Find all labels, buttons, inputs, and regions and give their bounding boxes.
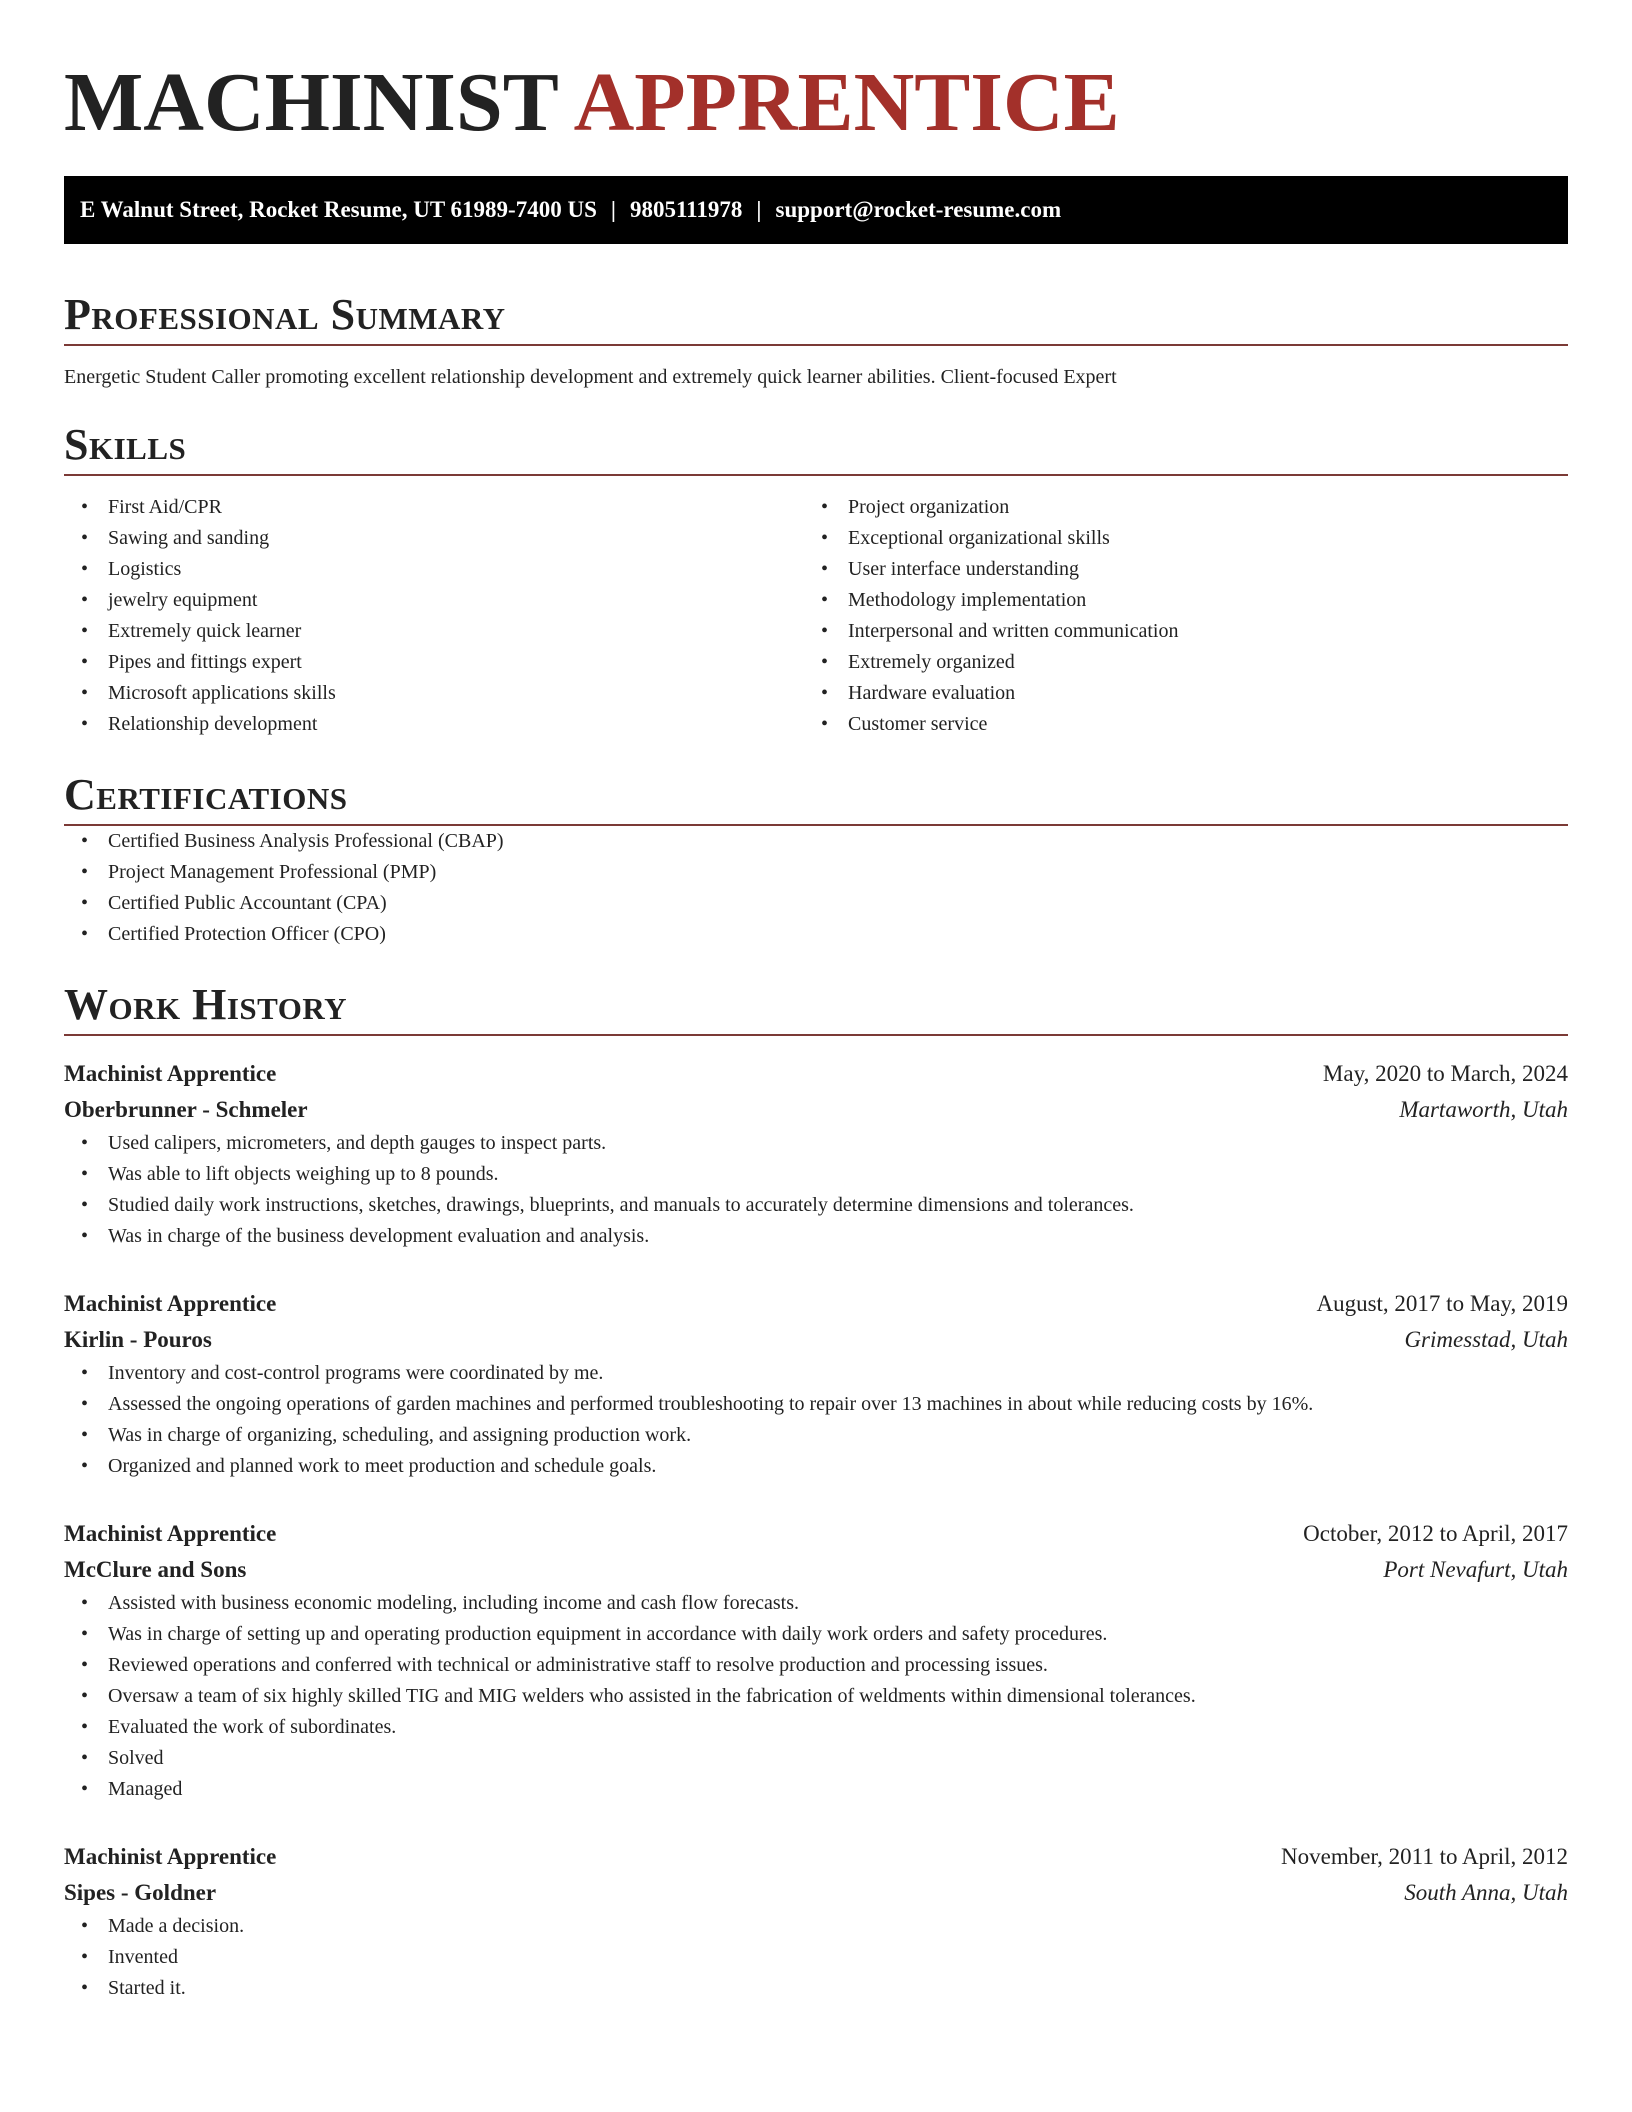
title-part-1: MACHINIST bbox=[64, 56, 558, 149]
skill-item: • Customer service bbox=[804, 709, 1544, 740]
certification-item: • Project Management Professional (PMP) bbox=[64, 857, 1568, 888]
skill-item: • Microsoft applications skills bbox=[64, 678, 804, 709]
contact-phone: 9805111978 bbox=[629, 197, 743, 222]
skill-item: • Extremely organized bbox=[804, 647, 1544, 678]
skills-grid bbox=[64, 492, 1568, 740]
job-duty: • Reviewed operations and conferred with technical or administrative staff to resolve production and processing issues. bbox=[64, 1650, 1568, 1681]
job-duties-list bbox=[64, 1911, 1568, 2004]
job-location: Martaworth, Utah bbox=[1399, 1097, 1568, 1122]
skill-item: • Exceptional organizational skills bbox=[804, 523, 1544, 554]
skill-item: • Logistics bbox=[64, 554, 804, 585]
job-header-row bbox=[64, 1839, 1568, 1875]
job-entry bbox=[64, 1839, 1568, 2004]
job-location: South Anna, Utah bbox=[1404, 1880, 1568, 1905]
job-company-row bbox=[64, 1322, 1568, 1358]
job-duties-list bbox=[64, 1128, 1568, 1252]
job-duty: • Evaluated the work of subordinates. bbox=[64, 1712, 1568, 1743]
contact-separator: | bbox=[610, 197, 616, 222]
skills-list-left bbox=[64, 492, 804, 740]
job-duty: • Assessed the ongoing operations of garden machines and performed troubleshooting to repair over 13 machines in about while reducing costs by 16%. bbox=[64, 1389, 1568, 1420]
job-duty: • Oversaw a team of six highly skilled TIG and MIG welders who assisted in the fabrication of weldments within dimensional tolerances. bbox=[64, 1681, 1568, 1712]
skills-column-right bbox=[804, 492, 1544, 740]
skill-item: • Methodology implementation bbox=[804, 585, 1544, 616]
job-company: Sipes - Goldner bbox=[64, 1880, 217, 1905]
certification-item: • Certified Protection Officer (CPO) bbox=[64, 919, 1568, 950]
contact-bar bbox=[64, 176, 1568, 244]
job-entry bbox=[64, 1516, 1568, 1805]
job-company-row bbox=[64, 1092, 1568, 1128]
job-duty: • Inventory and cost-control programs were coordinated by me. bbox=[64, 1358, 1568, 1389]
skill-item: • Sawing and sanding bbox=[64, 523, 804, 554]
resume-title bbox=[64, 0, 1568, 149]
job-duties-list bbox=[64, 1588, 1568, 1805]
skill-item: • Project organization bbox=[804, 492, 1544, 523]
job-duty: • Managed bbox=[64, 1774, 1568, 1805]
job-duty: • Was in charge of setting up and operating production equipment in accordance with daily work orders and safety procedures. bbox=[64, 1619, 1568, 1650]
job-header-row bbox=[64, 1286, 1568, 1322]
skills-list-right bbox=[804, 492, 1544, 740]
job-duty: • Invented bbox=[64, 1942, 1568, 1973]
skill-item: • jewelry equipment bbox=[64, 585, 804, 616]
skill-item: • Relationship development bbox=[64, 709, 804, 740]
skill-item: • First Aid/CPR bbox=[64, 492, 804, 523]
job-entry bbox=[64, 1056, 1568, 1252]
job-duty: • Organized and planned work to meet production and schedule goals. bbox=[64, 1451, 1568, 1482]
job-duty: • Started it. bbox=[64, 1973, 1568, 2004]
job-company-row bbox=[64, 1875, 1568, 1911]
job-dates: October, 2012 to April, 2017 bbox=[1303, 1521, 1568, 1546]
job-header-row bbox=[64, 1056, 1568, 1092]
skills-column-left bbox=[64, 492, 804, 740]
skills-heading: Skills bbox=[64, 420, 1568, 476]
job-duty: • Made a decision. bbox=[64, 1911, 1568, 1942]
job-title: Machinist Apprentice bbox=[64, 1844, 277, 1869]
job-dates: August, 2017 to May, 2019 bbox=[1316, 1291, 1568, 1316]
job-company: McClure and Sons bbox=[64, 1557, 247, 1582]
contact-email[interactable]: support@rocket-resume.com bbox=[775, 197, 1062, 222]
job-company-row bbox=[64, 1552, 1568, 1588]
job-duty: • Assisted with business economic modeling, including income and cash flow forecasts. bbox=[64, 1588, 1568, 1619]
job-duties-list bbox=[64, 1358, 1568, 1482]
job-entry bbox=[64, 1286, 1568, 1482]
summary-text: Energetic Student Caller promoting excellent relationship development and extremely quick learner abilities. Client-focused Expert bbox=[64, 366, 1117, 388]
job-company: Oberbrunner - Schmeler bbox=[64, 1097, 308, 1122]
skill-item: • Interpersonal and written communication bbox=[804, 616, 1544, 647]
job-location: Grimesstad, Utah bbox=[1404, 1327, 1568, 1352]
job-title: Machinist Apprentice bbox=[64, 1521, 277, 1546]
work-history-heading: Work History bbox=[64, 980, 1568, 1036]
job-dates: November, 2011 to April, 2012 bbox=[1281, 1844, 1568, 1869]
skill-item: • User interface understanding bbox=[804, 554, 1544, 585]
skill-item: • Pipes and fittings expert bbox=[64, 647, 804, 678]
job-duty: • Used calipers, micrometers, and depth gauges to inspect parts. bbox=[64, 1128, 1568, 1159]
job-duty: • Was in charge of the business development evaluation and analysis. bbox=[64, 1221, 1568, 1252]
job-company: Kirlin - Pouros bbox=[64, 1327, 212, 1352]
skill-item: • Extremely quick learner bbox=[64, 616, 804, 647]
certifications-heading: Certifications bbox=[64, 770, 1568, 826]
certification-item: • Certified Business Analysis Professional (CBAP) bbox=[64, 826, 1568, 857]
certifications-list bbox=[64, 826, 1568, 950]
title-part-2: APPRENTICE bbox=[573, 56, 1120, 149]
job-location: Port Nevafurt, Utah bbox=[1383, 1557, 1568, 1582]
job-title: Machinist Apprentice bbox=[64, 1061, 277, 1086]
job-dates: May, 2020 to March, 2024 bbox=[1322, 1061, 1568, 1086]
summary-heading: Professional Summary bbox=[64, 290, 1568, 346]
job-header-row bbox=[64, 1516, 1568, 1552]
job-duty: • Studied daily work instructions, sketches, drawings, blueprints, and manuals to accurately determine dimensions and tolerances. bbox=[64, 1190, 1568, 1221]
contact-address: E Walnut Street, Rocket Resume, UT 61989-7400 US bbox=[80, 197, 597, 222]
contact-separator: | bbox=[756, 197, 762, 222]
job-duty: • Solved bbox=[64, 1743, 1568, 1774]
skill-item: • Hardware evaluation bbox=[804, 678, 1544, 709]
job-title: Machinist Apprentice bbox=[64, 1291, 277, 1316]
job-duty: • Was able to lift objects weighing up to 8 pounds. bbox=[64, 1159, 1568, 1190]
certification-item: • Certified Public Accountant (CPA) bbox=[64, 888, 1568, 919]
job-duty: • Was in charge of organizing, scheduling, and assigning production work. bbox=[64, 1420, 1568, 1451]
